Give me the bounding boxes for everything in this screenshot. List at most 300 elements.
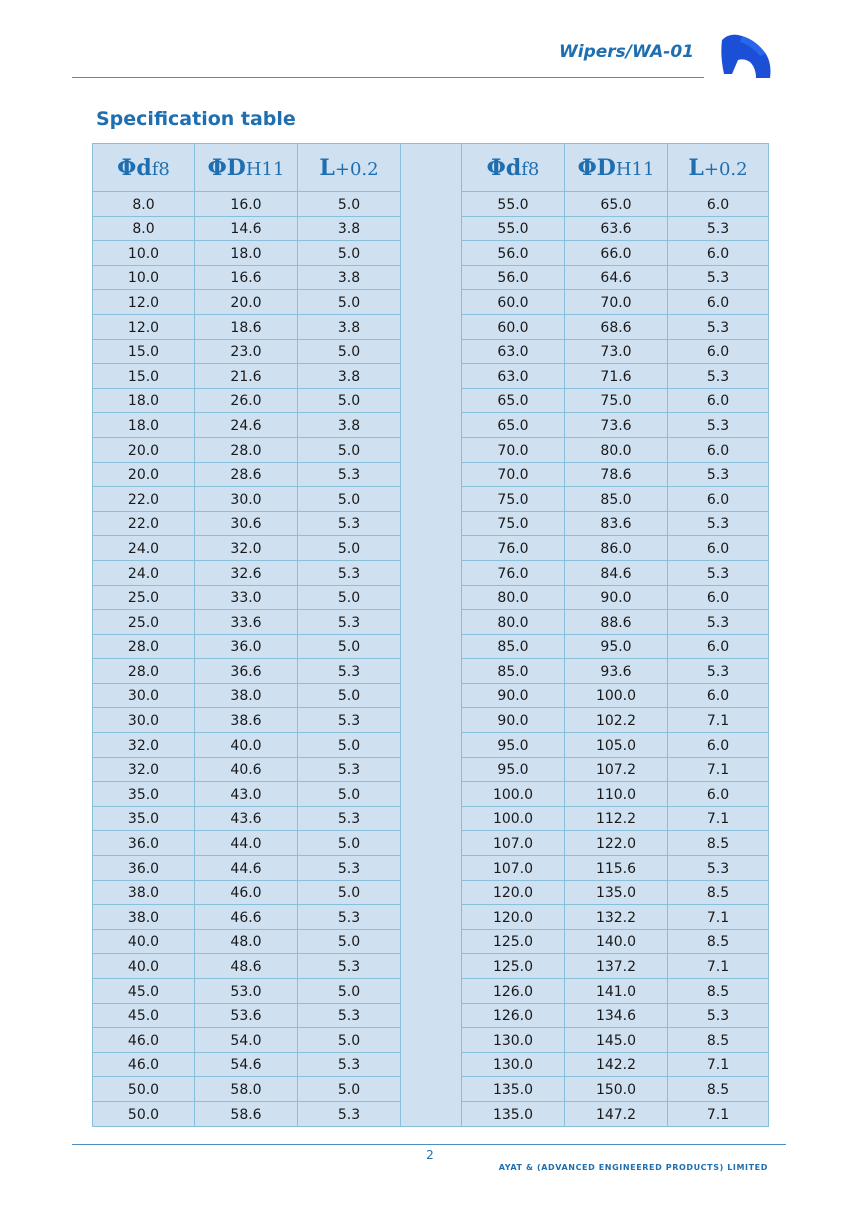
column-header-L: L+0.2 [298,144,401,192]
table-cell: 150.0 [565,1077,668,1102]
table-cell: 5.0 [298,241,401,266]
table-row [93,782,769,807]
table-cell: 126.0 [462,979,565,1004]
table-gap [401,856,462,881]
table-cell: 135.0 [565,880,668,905]
table-gap [401,144,462,192]
table-cell: 90.0 [462,708,565,733]
table-cell: 80.0 [462,610,565,635]
table-cell: 100.0 [462,806,565,831]
table-row [93,314,769,339]
table-cell: 5.0 [298,388,401,413]
table-cell: 36.0 [93,856,195,881]
table-cell: 5.0 [298,585,401,610]
table-cell: 134.6 [565,1003,668,1028]
table-cell: 58.6 [195,1101,298,1126]
table-cell: 46.0 [195,880,298,905]
table-cell: 3.8 [298,364,401,389]
table-gap [401,806,462,831]
table-cell: 75.0 [462,511,565,536]
table-cell: 6.0 [668,536,769,561]
table-cell: 73.0 [565,339,668,364]
table-cell: 85.0 [462,659,565,684]
table-row [93,831,769,856]
table-cell: 32.0 [93,733,195,758]
table-row [93,880,769,905]
table-cell: 58.0 [195,1077,298,1102]
table-cell: 5.0 [298,437,401,462]
table-cell: 5.0 [298,733,401,758]
table-cell: 7.1 [668,757,769,782]
table-cell: 6.0 [668,634,769,659]
table-cell: 86.0 [565,536,668,561]
table-cell: 48.0 [195,929,298,954]
table-cell: 76.0 [462,560,565,585]
table-cell: 5.3 [298,905,401,930]
table-cell: 5.3 [668,413,769,438]
table-cell: 76.0 [462,536,565,561]
header-title: Wipers/WA-01 [558,42,694,62]
table-cell: 50.0 [93,1101,195,1126]
table-cell: 110.0 [565,782,668,807]
table-cell: 7.1 [668,806,769,831]
table-cell: 70.0 [565,290,668,315]
table-cell: 5.3 [298,1052,401,1077]
table-cell: 5.0 [298,290,401,315]
table-cell: 5.3 [668,560,769,585]
table-cell: 14.6 [195,216,298,241]
table-row [93,364,769,389]
table-cell: 115.6 [565,856,668,881]
table-cell: 18.6 [195,314,298,339]
table-cell: 88.6 [565,610,668,635]
table-cell: 6.0 [668,487,769,512]
table-cell: 46.0 [93,1052,195,1077]
table-cell: 28.0 [195,437,298,462]
table-cell: 22.0 [93,511,195,536]
table-cell: 44.6 [195,856,298,881]
table-cell: 32.0 [195,536,298,561]
table-cell: 5.0 [298,536,401,561]
table-gap [401,929,462,954]
table-header-row [93,144,769,192]
column-header-D: ΦDH11 [565,144,668,192]
table-cell: 5.0 [298,1028,401,1053]
table-cell: 44.0 [195,831,298,856]
table-cell: 45.0 [93,979,195,1004]
table-gap [401,388,462,413]
table-row [93,413,769,438]
table-cell: 60.0 [462,290,565,315]
table-cell: 66.0 [565,241,668,266]
table-gap [401,560,462,585]
table-cell: 36.6 [195,659,298,684]
table-cell: 137.2 [565,954,668,979]
table-row [93,560,769,585]
table-row [93,511,769,536]
table-cell: 95.0 [462,757,565,782]
table-cell: 100.0 [462,782,565,807]
table-row [93,856,769,881]
table-row [93,290,769,315]
table-cell: 16.0 [195,192,298,217]
table-cell: 120.0 [462,905,565,930]
table-cell: 36.0 [93,831,195,856]
table-cell: 20.0 [93,437,195,462]
table-gap [401,413,462,438]
table-row [93,462,769,487]
table-cell: 5.3 [298,511,401,536]
table-cell: 55.0 [462,216,565,241]
table-cell: 85.0 [462,634,565,659]
table-cell: 6.0 [668,339,769,364]
table-cell: 10.0 [93,241,195,266]
table-cell: 28.6 [195,462,298,487]
table-cell: 56.0 [462,241,565,266]
table-gap [401,462,462,487]
table-gap [401,683,462,708]
table-gap [401,1101,462,1126]
table-cell: 20.0 [93,462,195,487]
table-cell: 32.6 [195,560,298,585]
specification-table [92,143,769,1127]
table-cell: 5.0 [298,1077,401,1102]
table-cell: 36.0 [195,634,298,659]
table-row [93,683,769,708]
table-cell: 90.0 [462,683,565,708]
table-cell: 30.6 [195,511,298,536]
table-cell: 80.0 [565,437,668,462]
table-gap [401,1052,462,1077]
table-cell: 15.0 [93,364,195,389]
column-header-d: Φdf8 [462,144,565,192]
table-row [93,1101,769,1126]
table-gap [401,290,462,315]
table-gap [401,757,462,782]
table-gap [401,905,462,930]
table-cell: 43.0 [195,782,298,807]
table-cell: 25.0 [93,585,195,610]
table-cell: 5.3 [298,954,401,979]
table-row [93,979,769,1004]
table-cell: 75.0 [565,388,668,413]
table-cell: 63.0 [462,339,565,364]
table-cell: 18.0 [93,413,195,438]
table-cell: 12.0 [93,314,195,339]
table-row [93,806,769,831]
table-cell: 73.6 [565,413,668,438]
table-cell: 3.8 [298,314,401,339]
table-cell: 80.0 [462,585,565,610]
table-gap [401,364,462,389]
table-cell: 8.5 [668,1028,769,1053]
table-cell: 24.0 [93,536,195,561]
table-gap [401,880,462,905]
table-row [93,1028,769,1053]
table-cell: 5.3 [298,659,401,684]
table-cell: 30.0 [195,487,298,512]
table-cell: 28.0 [93,659,195,684]
table-cell: 147.2 [565,1101,668,1126]
table-cell: 5.3 [298,757,401,782]
table-body [93,192,769,1127]
table-cell: 7.1 [668,1101,769,1126]
table-cell: 18.0 [195,241,298,266]
table-cell: 6.0 [668,683,769,708]
table-cell: 105.0 [565,733,668,758]
table-cell: 8.5 [668,1077,769,1102]
table-cell: 22.0 [93,487,195,512]
table-cell: 18.0 [93,388,195,413]
table-cell: 5.3 [668,511,769,536]
table-cell: 20.0 [195,290,298,315]
table-cell: 5.3 [668,659,769,684]
table-row [93,1077,769,1102]
table-gap [401,216,462,241]
header-divider [72,77,704,78]
table-row [93,192,769,217]
table-cell: 30.0 [93,708,195,733]
column-header-D: ΦDH11 [195,144,298,192]
table-cell: 35.0 [93,782,195,807]
table-gap [401,192,462,217]
table-cell: 6.0 [668,733,769,758]
table-cell: 38.0 [93,880,195,905]
table-gap [401,708,462,733]
table-cell: 38.6 [195,708,298,733]
table-cell: 135.0 [462,1101,565,1126]
table-cell: 84.6 [565,560,668,585]
table-cell: 65.0 [565,192,668,217]
table-cell: 8.0 [93,192,195,217]
table-cell: 54.6 [195,1052,298,1077]
table-cell: 5.0 [298,831,401,856]
table-gap [401,437,462,462]
table-cell: 5.0 [298,634,401,659]
table-cell: 126.0 [462,1003,565,1028]
table-cell: 40.0 [93,929,195,954]
table-row [93,388,769,413]
table-row [93,536,769,561]
table-cell: 56.0 [462,265,565,290]
table-cell: 83.6 [565,511,668,536]
table-cell: 8.5 [668,929,769,954]
table-cell: 5.0 [298,339,401,364]
table-row [93,1052,769,1077]
table-cell: 5.0 [298,192,401,217]
table-cell: 5.3 [668,610,769,635]
table-cell: 5.3 [668,364,769,389]
wiper-seal-logo-icon [716,30,772,80]
table-cell: 23.0 [195,339,298,364]
table-cell: 48.6 [195,954,298,979]
table-cell: 145.0 [565,1028,668,1053]
table-row [93,585,769,610]
table-cell: 8.0 [93,216,195,241]
table-cell: 95.0 [462,733,565,758]
table-cell: 7.1 [668,708,769,733]
table-row [93,733,769,758]
table-cell: 8.5 [668,831,769,856]
table-cell: 33.0 [195,585,298,610]
table-cell: 5.3 [298,806,401,831]
table-cell: 6.0 [668,437,769,462]
table-cell: 70.0 [462,462,565,487]
table-gap [401,782,462,807]
column-header-d: Φdf8 [93,144,195,192]
table-cell: 6.0 [668,192,769,217]
table-row [93,339,769,364]
table-cell: 8.5 [668,880,769,905]
table-row [93,929,769,954]
table-cell: 3.8 [298,216,401,241]
table-cell: 53.0 [195,979,298,1004]
table-cell: 38.0 [93,905,195,930]
table-cell: 46.0 [93,1028,195,1053]
table-cell: 107.2 [565,757,668,782]
table-cell: 6.0 [668,241,769,266]
table-cell: 16.6 [195,265,298,290]
table-cell: 120.0 [462,880,565,905]
table-cell: 25.0 [93,610,195,635]
table-gap [401,733,462,758]
table-cell: 78.6 [565,462,668,487]
table-cell: 7.1 [668,1052,769,1077]
table-gap [401,339,462,364]
table-cell: 141.0 [565,979,668,1004]
table-cell: 63.0 [462,364,565,389]
table-cell: 5.3 [298,1003,401,1028]
table-cell: 5.3 [298,708,401,733]
table-cell: 30.0 [93,683,195,708]
table-cell: 26.0 [195,388,298,413]
table-cell: 38.0 [195,683,298,708]
table-gap [401,979,462,1004]
table-cell: 125.0 [462,954,565,979]
table-cell: 55.0 [462,192,565,217]
company-name: AYAT & (ADVANCED ENGINEERED PRODUCTS) LIMITED [498,1163,768,1172]
table-cell: 65.0 [462,413,565,438]
footer-divider [72,1144,786,1145]
table-row [93,954,769,979]
table-cell: 5.3 [668,856,769,881]
table-cell: 142.2 [565,1052,668,1077]
table-gap [401,1028,462,1053]
table-cell: 5.3 [298,462,401,487]
table-row [93,437,769,462]
table-cell: 107.0 [462,856,565,881]
table-cell: 10.0 [93,265,195,290]
table-gap [401,1077,462,1102]
table-cell: 6.0 [668,290,769,315]
table-cell: 5.3 [668,265,769,290]
table-row [93,708,769,733]
table-cell: 32.0 [93,757,195,782]
table-cell: 15.0 [93,339,195,364]
table-cell: 5.3 [668,314,769,339]
table-cell: 45.0 [93,1003,195,1028]
table-cell: 5.0 [298,487,401,512]
table-gap [401,1003,462,1028]
page-number: 2 [426,1148,434,1162]
table-row [93,1003,769,1028]
table-cell: 122.0 [565,831,668,856]
table-cell: 125.0 [462,929,565,954]
table-cell: 135.0 [462,1077,565,1102]
table-gap [401,585,462,610]
table-cell: 130.0 [462,1052,565,1077]
table-cell: 132.2 [565,905,668,930]
table-cell: 5.0 [298,683,401,708]
table-gap [401,831,462,856]
table-gap [401,511,462,536]
table-gap [401,265,462,290]
table-cell: 6.0 [668,585,769,610]
table-row [93,610,769,635]
table-gap [401,659,462,684]
table-cell: 85.0 [565,487,668,512]
table-row [93,634,769,659]
table-cell: 60.0 [462,314,565,339]
table-cell: 100.0 [565,683,668,708]
table-cell: 40.0 [195,733,298,758]
table-cell: 50.0 [93,1077,195,1102]
table-cell: 54.0 [195,1028,298,1053]
table-cell: 43.6 [195,806,298,831]
table-cell: 40.0 [93,954,195,979]
table-cell: 5.3 [668,462,769,487]
table-cell: 112.2 [565,806,668,831]
table-cell: 140.0 [565,929,668,954]
table-cell: 6.0 [668,782,769,807]
table-cell: 7.1 [668,954,769,979]
table-row [93,241,769,266]
table-gap [401,954,462,979]
table-cell: 3.8 [298,265,401,290]
table-cell: 102.2 [565,708,668,733]
table-gap [401,241,462,266]
table-cell: 21.6 [195,364,298,389]
table-cell: 5.3 [668,1003,769,1028]
table-cell: 71.6 [565,364,668,389]
table-cell: 93.6 [565,659,668,684]
table-cell: 75.0 [462,487,565,512]
table-cell: 90.0 [565,585,668,610]
table-cell: 5.0 [298,929,401,954]
table-gap [401,536,462,561]
table-row [93,659,769,684]
table-cell: 24.0 [93,560,195,585]
table-cell: 70.0 [462,437,565,462]
table-cell: 33.6 [195,610,298,635]
table-cell: 3.8 [298,413,401,438]
table-cell: 5.3 [668,216,769,241]
column-header-L: L+0.2 [668,144,769,192]
table-row [93,757,769,782]
table-cell: 24.6 [195,413,298,438]
table-cell: 5.3 [298,560,401,585]
section-title: Specification table [96,108,296,130]
table-gap [401,634,462,659]
table-row [93,265,769,290]
table-cell: 95.0 [565,634,668,659]
table-cell: 53.6 [195,1003,298,1028]
table-cell: 5.0 [298,880,401,905]
table-cell: 40.6 [195,757,298,782]
table-cell: 107.0 [462,831,565,856]
table-cell: 5.0 [298,979,401,1004]
table-cell: 5.0 [298,782,401,807]
